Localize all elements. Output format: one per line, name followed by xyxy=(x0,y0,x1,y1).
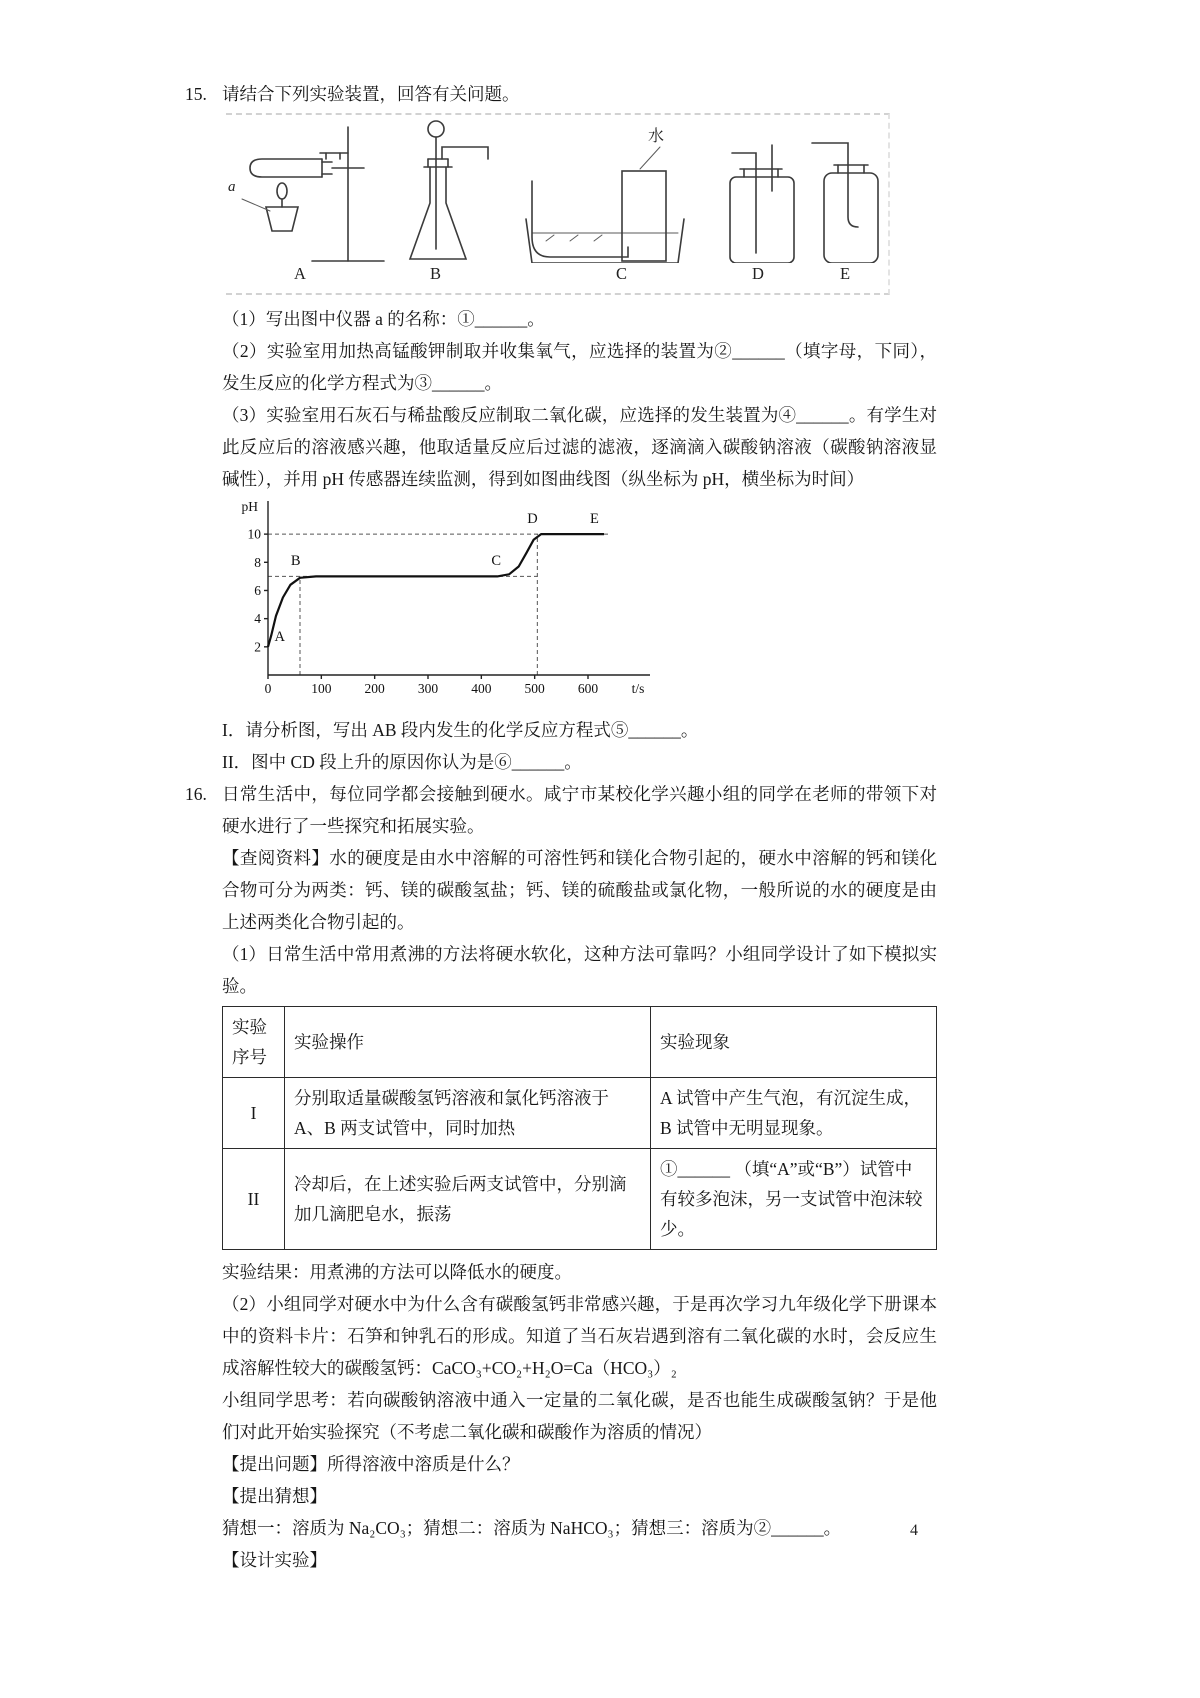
table-row xyxy=(223,1149,937,1250)
svg-text:6: 6 xyxy=(254,582,261,598)
question-15-item-3: （3）实验室用石灰石与稀盐酸反应制取二氧化碳，应选择的发生装置为④______。有学生对此反应后的溶液感兴趣，他取适量反应后过滤的滤液，逐滴滴入碳酸钠溶液（碳酸钠溶液显碱性），并用 pH 传感器连续监测，得到如图曲线图（纵坐标为 pH，横坐标为时间） xyxy=(222,405,937,489)
question-16 xyxy=(185,778,937,1576)
svg-text:D: D xyxy=(527,510,538,527)
apparatus-E-gas-bottle xyxy=(812,143,878,263)
row-2-operation: 冷却后，在上述实验后两支试管中，分别滴加几滴肥皂水，振荡 xyxy=(285,1149,651,1250)
svg-text:500: 500 xyxy=(524,681,545,696)
table-header-row xyxy=(223,1007,937,1078)
water-label: 水 xyxy=(648,128,665,145)
svg-text:E: E xyxy=(589,510,599,527)
guesses-line: 猜想一：溶质为 Na₂CO₃；猜想二：溶质为 NaHCO₃；猜想三：溶质为②______。 xyxy=(222,1518,842,1538)
page-number: 4 xyxy=(910,1522,918,1539)
svg-text:C: C xyxy=(491,553,502,570)
instrument-a-label: a xyxy=(228,179,236,195)
question-16-item-1: （1）日常生活中常用煮沸的方法将硬水软化，这种方法可靠吗？小组同学设计了如下模拟实验。 xyxy=(222,944,937,996)
question-16-thinking: 小组同学思考：若向碳酸钠溶液中通入一定量的二氧化碳，是否也能生成碳酸氢钠？于是他们对此开始实验探究（不考虑二氧化碳和碳酸作为溶质的情况） xyxy=(222,1390,937,1442)
row-1-id: I xyxy=(223,1078,285,1149)
question-16-reference-material: 【查阅资料】水的硬度是由水中溶解的可溶性钙和镁化合物引起的，硬水中溶解的钙和镁化合物可分为两类：钙、镁的碳酸氢盐；钙、镁的硫酸盐或氯化物，一般所说的水的硬度是由上述两类化合物引起的。 xyxy=(222,848,937,932)
question-15-intro: 请结合下列实验装置，回答有关问题。 xyxy=(222,84,520,104)
svg-text:600: 600 xyxy=(577,681,599,696)
propose-guess-heading: 【提出猜想】 xyxy=(222,1486,327,1506)
apparatus-A-heating-setup xyxy=(242,127,384,261)
svg-text:8: 8 xyxy=(254,554,261,570)
svg-text:pH: pH xyxy=(241,499,258,514)
question-15-body xyxy=(222,78,937,778)
svg-text:2: 2 xyxy=(254,639,261,655)
question-15 xyxy=(185,78,937,778)
svg-text:10: 10 xyxy=(247,526,261,542)
apparatus-label-a-device: A xyxy=(294,264,306,283)
svg-text:4: 4 xyxy=(254,611,261,627)
question-16-number: 16. xyxy=(185,784,207,804)
apparatus-D-gas-bottle xyxy=(730,145,794,263)
question-15-number: 15. xyxy=(185,84,207,104)
question-16-body xyxy=(222,778,937,1576)
column-header-serial: 实验序号 xyxy=(223,1007,285,1078)
question-15-item-1: （1）写出图中仪器 a 的名称：①______。 xyxy=(222,309,545,329)
svg-text:100: 100 xyxy=(311,681,332,696)
question-15-sub-II: II．图中 CD 段上升的原因你认为是⑥______。 xyxy=(222,752,582,772)
row-1-operation: 分别取适量碳酸氢钙溶液和氯化钙溶液于 A、B 两支试管中，同时加热 xyxy=(285,1078,651,1149)
svg-text:A: A xyxy=(274,629,285,646)
experiment-result: 实验结果：用煮沸的方法可以降低水的硬度。 xyxy=(222,1262,572,1282)
apparatus-B-flask-generator xyxy=(410,121,488,259)
apparatus-figure xyxy=(226,113,890,295)
table-row xyxy=(223,1078,937,1149)
propose-question-heading: 【提出问题】所得溶液中溶质是什么？ xyxy=(222,1454,520,1474)
apparatus-label-e-device: E xyxy=(840,264,851,283)
svg-text:0: 0 xyxy=(264,681,272,696)
question-15-sub-I: I．请分析图，写出 AB 段内发生的化学反应方程式⑤______。 xyxy=(222,720,699,740)
column-header-phenomenon: 实验现象 xyxy=(651,1007,937,1078)
design-experiment-heading: 【设计实验】 xyxy=(222,1550,327,1570)
apparatus-diagram xyxy=(226,115,888,263)
apparatus-C-water-collection xyxy=(526,147,684,263)
apparatus-label-c-device: C xyxy=(616,264,628,283)
question-15-item-2: （2）实验室用加热高锰酸钾制取并收集氧气，应选择的装置为②______（填字母，下同），发生反应的化学方程式为③______。 xyxy=(222,341,937,393)
column-header-operation: 实验操作 xyxy=(285,1007,651,1078)
row-1-phenomenon: A 试管中产生气泡，有沉淀生成，B 试管中无明显现象。 xyxy=(651,1078,937,1149)
svg-text:400: 400 xyxy=(471,681,492,696)
svg-text:t/s: t/s xyxy=(631,681,645,696)
question-16-item-2: （2）小组同学对硬水中为什么含有碳酸氢钙非常感兴趣，于是再次学习九年级化学下册课本中的资料卡片：石笋和钟乳石的形成。知道了当石灰岩遇到溶有二氧化碳的水时，会反应生成溶解性较大的碳酸氢钙：CaCO₃+CO₂+H₂O=Ca（HCO₃）₂ xyxy=(222,1294,937,1378)
svg-text:B: B xyxy=(290,553,301,570)
page-content xyxy=(185,78,937,1576)
ph-time-chart xyxy=(226,497,652,705)
apparatus-label-b-device: B xyxy=(430,264,442,283)
apparatus-label-d-device: D xyxy=(752,264,764,283)
svg-text:300: 300 xyxy=(417,681,439,696)
svg-text:200: 200 xyxy=(364,681,385,696)
ph-chart-figure xyxy=(226,497,656,710)
row-2-id: II xyxy=(223,1149,285,1250)
experiment-table xyxy=(222,1006,937,1250)
row-2-phenomenon: ①______ （填“A”或“B”）试管中有较多泡沫，另一支试管中泡沫较少。 xyxy=(651,1149,937,1250)
question-16-intro: 日常生活中，每位同学都会接触到硬水。咸宁市某校化学兴趣小组的同学在老师的带领下对硬水进行了一些探究和拓展实验。 xyxy=(222,784,937,836)
